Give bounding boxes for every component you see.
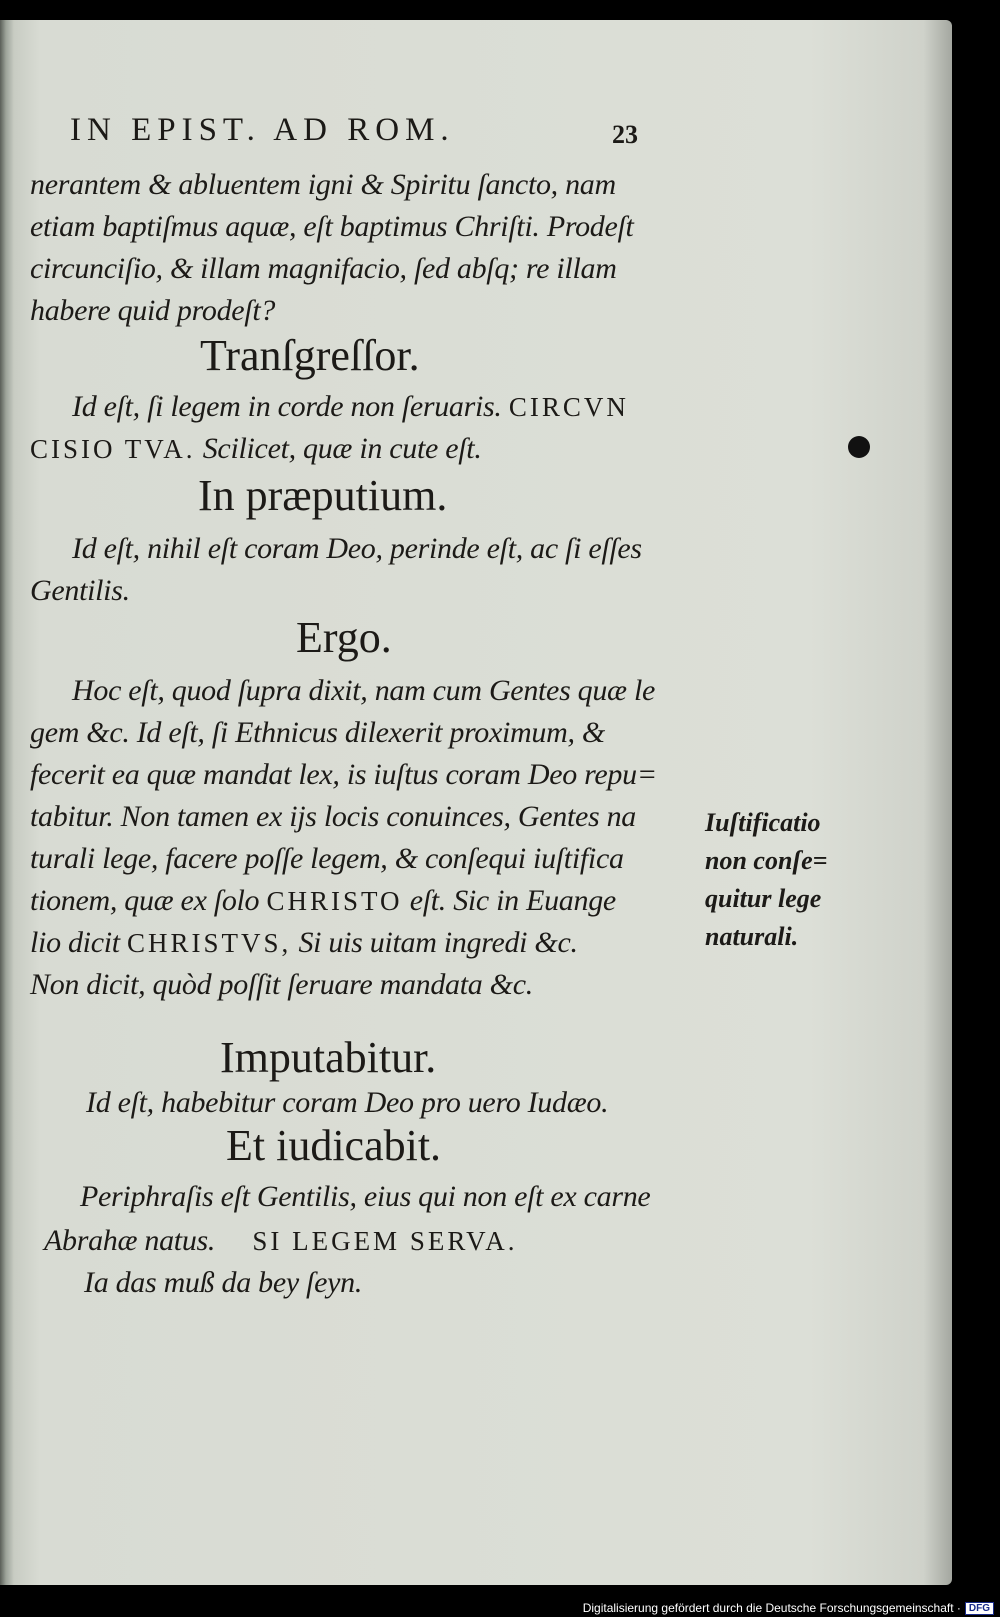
page-number: 23	[612, 120, 638, 149]
text-line: fecerit ea quæ mandat lex, is iuſtus coram Deo repu=	[30, 758, 657, 791]
text-line: nerantem & abluentem igni & Spiritu ſancto, nam	[30, 168, 616, 201]
margin-note: non conſe=	[705, 846, 828, 875]
text-line: turali lege, facere poſſe legem, & conſequi iuſtifica	[30, 842, 624, 875]
text-span: Si uis uitam ingredi &c.	[298, 926, 578, 959]
text-span: eſt. Sic in Euange	[409, 884, 616, 917]
text-line: Ia das muß da bey ſeyn.	[84, 1266, 363, 1299]
text-span: Scilicet, quæ in cute eſt.	[202, 432, 482, 465]
text-line	[44, 1224, 517, 1258]
text-line: gem &c. Id eſt, ſi Ethnicus dilexerit proximum, &	[30, 716, 605, 749]
text-line: Id eſt, habebitur coram Deo pro uero Iudæo.	[86, 1086, 609, 1119]
text-span: lio dicit	[30, 926, 120, 959]
running-title: IN EPIST. AD ROM.	[70, 112, 455, 148]
text-line: tabitur. Non tamen ex ijs locis conuinces, Gentes na	[30, 800, 636, 833]
text-line: circunciſio, & illam magnifacio, ſed abſq; re illam	[30, 252, 617, 285]
text-span: Id eſt, ſi legem in corde non ſeruaris.	[72, 390, 502, 423]
section-heading: Ergo.	[296, 613, 392, 662]
digitization-footer	[583, 1601, 994, 1615]
text-line	[30, 926, 578, 960]
text-line: Periphraſis eſt Gentilis, eius qui non eſt ex carne	[80, 1180, 651, 1213]
section-heading: Et iudicabit.	[226, 1121, 442, 1170]
caps-span: CHRISTVS,	[127, 928, 292, 958]
caps-span: SI LEGEM SERVA.	[252, 1226, 518, 1256]
section-heading: In præputium.	[198, 471, 448, 520]
caps-span: CIRCVN	[508, 392, 629, 422]
section-heading: Imputabitur.	[220, 1033, 437, 1082]
margin-note: Iuſtificatio	[705, 808, 821, 837]
text-line: Gentilis.	[30, 574, 130, 607]
section-heading: Tranſgreſſor.	[200, 331, 420, 380]
text-line: Non dicit, quòd poſſit ſeruare mandata &c.	[30, 968, 533, 1001]
caps-span: CISIO TVA.	[30, 434, 196, 464]
text-line: Id eſt, nihil eſt coram Deo, perinde eſt, ac ſi eſſes	[72, 532, 642, 565]
caps-span: CHRISTO	[266, 886, 403, 916]
text-span: Abrahæ natus.	[44, 1224, 216, 1257]
text-line: etiam baptiſmus aquæ, eſt baptimus Chriſti. Prodeſt	[30, 210, 634, 243]
ink-dot	[848, 436, 870, 458]
text-line	[72, 390, 629, 424]
margin-note: naturali.	[705, 922, 799, 951]
text-line	[30, 884, 616, 918]
dfg-logo: DFG	[965, 1602, 994, 1615]
text-span: tionem, quæ ex ſolo	[30, 884, 260, 917]
margin-note: quitur lege	[705, 884, 822, 913]
book-page	[0, 20, 952, 1585]
text-line	[30, 432, 482, 466]
footer-credit: Digitalisierung gefördert durch die Deutsche Forschungsgemeinschaft ·	[582, 1601, 961, 1615]
text-line: Hoc eſt, quod ſupra dixit, nam cum Gentes quæ le	[72, 674, 656, 707]
text-line: habere quid prodeſt?	[30, 294, 276, 327]
